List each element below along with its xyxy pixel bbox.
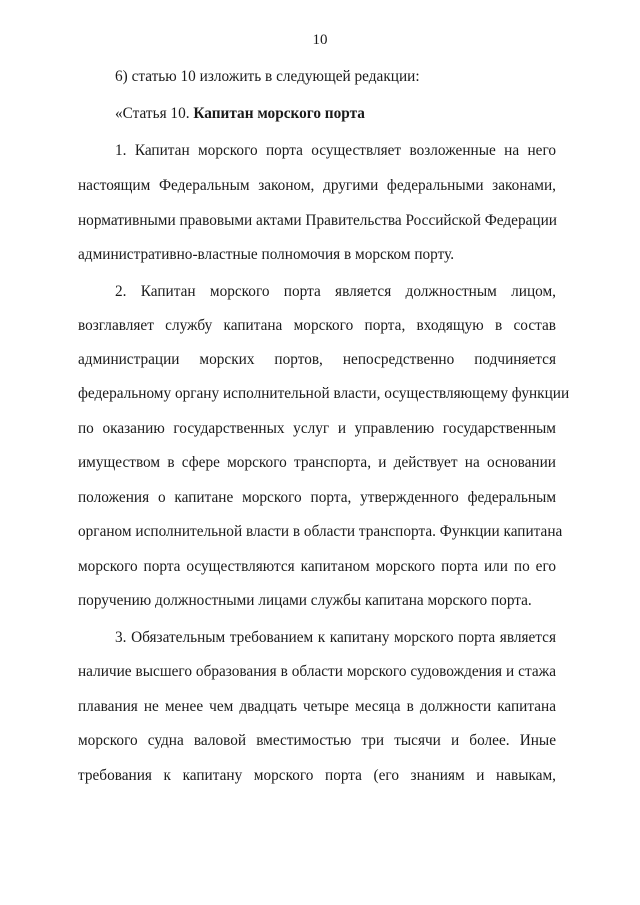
article-heading <box>115 104 556 124</box>
text-line: морского порта осуществляются капитаном морского порта или по его <box>78 558 556 575</box>
text-line: имуществом в сфере морского транспорта, и действует на основании <box>78 454 556 471</box>
text-line: возглавляет службу капитана морского порта, входящую в состав <box>78 317 556 334</box>
text-line: поручению должностными лицами службы капитана морского порта. <box>78 592 532 609</box>
amendment-intro: 6) статью 10 изложить в следующей редакции: <box>115 68 420 85</box>
text-line: по оказанию государственных услуг и управлению государственным <box>78 420 556 437</box>
text-line: положения о капитане морского порта, утвержденного федеральным <box>78 489 556 506</box>
text-line: административно-властные полномочия в морском порту. <box>78 246 455 263</box>
text-line: федеральному органу исполнительной власти, осуществляющему функции <box>78 385 570 402</box>
text-line: 1. Капитан морского порта осуществляет возложенные на него <box>115 142 556 159</box>
text-line: морского судна валовой вместимостью три тысячи и более. Иные <box>78 732 556 749</box>
article-title: Капитан морского порта <box>193 105 365 122</box>
text-line: требования к капитану морского порта (его знаниям и навыкам, <box>78 767 556 784</box>
text-line: наличие высшего образования в области морского судовождения и стажа <box>78 663 556 680</box>
text-line: 2. Капитан морского порта является должностным лицом, <box>115 283 556 300</box>
page-number: 10 <box>312 32 328 48</box>
text-line: нормативными правовыми актами Правительства Российской Федерации <box>78 212 557 229</box>
text-line: органом исполнительной власти в области транспорта. Функции капитана <box>78 523 563 540</box>
text-line: администрации морских портов, непосредственно подчиняется <box>78 351 556 368</box>
text-line: плавания не менее чем двадцать четыре месяца в должности капитана <box>78 698 556 715</box>
text-line: 3. Обязательным требованием к капитану морского порта является <box>115 629 556 646</box>
article-prefix: «Статья 10. <box>115 105 190 122</box>
text-line: настоящим Федеральным законом, другими федеральными законами, <box>78 177 556 194</box>
